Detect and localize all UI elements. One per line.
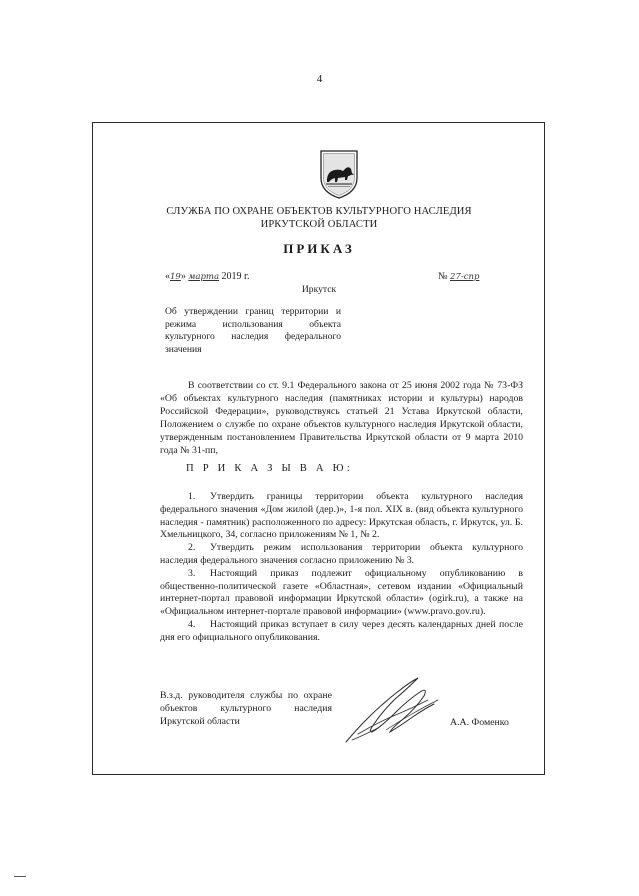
order-item-number: 2. — [188, 542, 196, 554]
margin-mark — [14, 876, 26, 877]
order-item-text: Настоящий приказ подлежит официальному опубликованию в общественно-политической газете «Областная», сетевом издании «Официальный интернет-портал правовой информации Иркутской области» (ogirk.ru), а также на «Официальном интернет-портале правовой информации» (www.pravo.gov.ru). — [160, 567, 523, 618]
order-item — [160, 542, 523, 568]
order-word: П Р И К А З Ы В А Ю: — [186, 463, 353, 474]
order-item-text: Утвердить границы территории объекта культурного наследия федерального значения «Дом жилой (дер.)», 1-я пол. XIX в. (вид объекта культурного наследия - памятник) расположенного по адресу: Иркутская область, г. Иркутск, ул. Б. Хмельницкого, 34, согласно приложениям № 1, № 2. — [160, 491, 523, 541]
handwritten-signature-icon — [338, 670, 448, 748]
date-year: 2019 г. — [221, 271, 250, 282]
coat-of-arms-icon — [318, 148, 360, 200]
order-item — [160, 491, 523, 542]
order-item-text: Утвердить режим использования территории объекта культурного наследия федерального значения согласно приложению № 3. — [160, 542, 523, 566]
agency-line-1: СЛУЖБА ПО ОХРАНЕ ОБЪЕКТОВ КУЛЬТУРНОГО НАСЛЕДИЯ — [166, 206, 472, 217]
date-day: 19 — [170, 272, 181, 282]
signature-icon — [338, 670, 448, 748]
date-open-quote: « — [165, 271, 170, 282]
date-month: марта — [188, 272, 220, 282]
order-item — [160, 568, 523, 619]
number-value: 27-спр — [450, 272, 480, 282]
document-date — [165, 271, 250, 282]
page-number: 4 — [316, 73, 323, 85]
agency-line-2: ИРКУТСКОЙ ОБЛАСТИ — [260, 218, 378, 230]
emblem-icon — [318, 148, 360, 200]
number-prefix: № — [438, 271, 448, 282]
preamble-paragraph: В соответствии со ст. 9.1 Федерального закона от 25 июня 2002 года № 73-ФЗ «Об объектах культурного наследия (памятниках истории и культуры) народов Российской Федерации», руководствуясь статьей 21 Устава Иркутской области, Положением о службе по охране объектов культурного наследия Иркутской области, утвержденным постановлением Правительства Иркутской области от 9 марта 2010 года № 31-пп, — [160, 380, 523, 456]
document-city: Иркутск — [301, 284, 337, 295]
signatory-position: В.з.д. руководителя службы по охране объектов культурного наследия Иркутской области — [160, 690, 332, 727]
order-item-text: Настоящий приказ вступает в силу через десять календарных дней после дня его официального опубликования. — [160, 618, 523, 643]
order-item-number: 3. — [188, 567, 196, 579]
order-item-number: 4. — [188, 618, 196, 630]
document-type: ПРИКАЗ — [283, 241, 355, 256]
signatory-name: А.А. Фоменко — [450, 717, 509, 728]
order-items — [160, 491, 523, 645]
agency-name — [140, 206, 498, 231]
document-subject: Об утверждении границ территории и режима использования объекта культурного наследия федерального значения — [165, 306, 341, 355]
order-item-number: 1. — [188, 491, 196, 502]
document-number — [438, 271, 479, 282]
order-item — [160, 619, 523, 645]
date-close-quote: » — [180, 271, 186, 282]
